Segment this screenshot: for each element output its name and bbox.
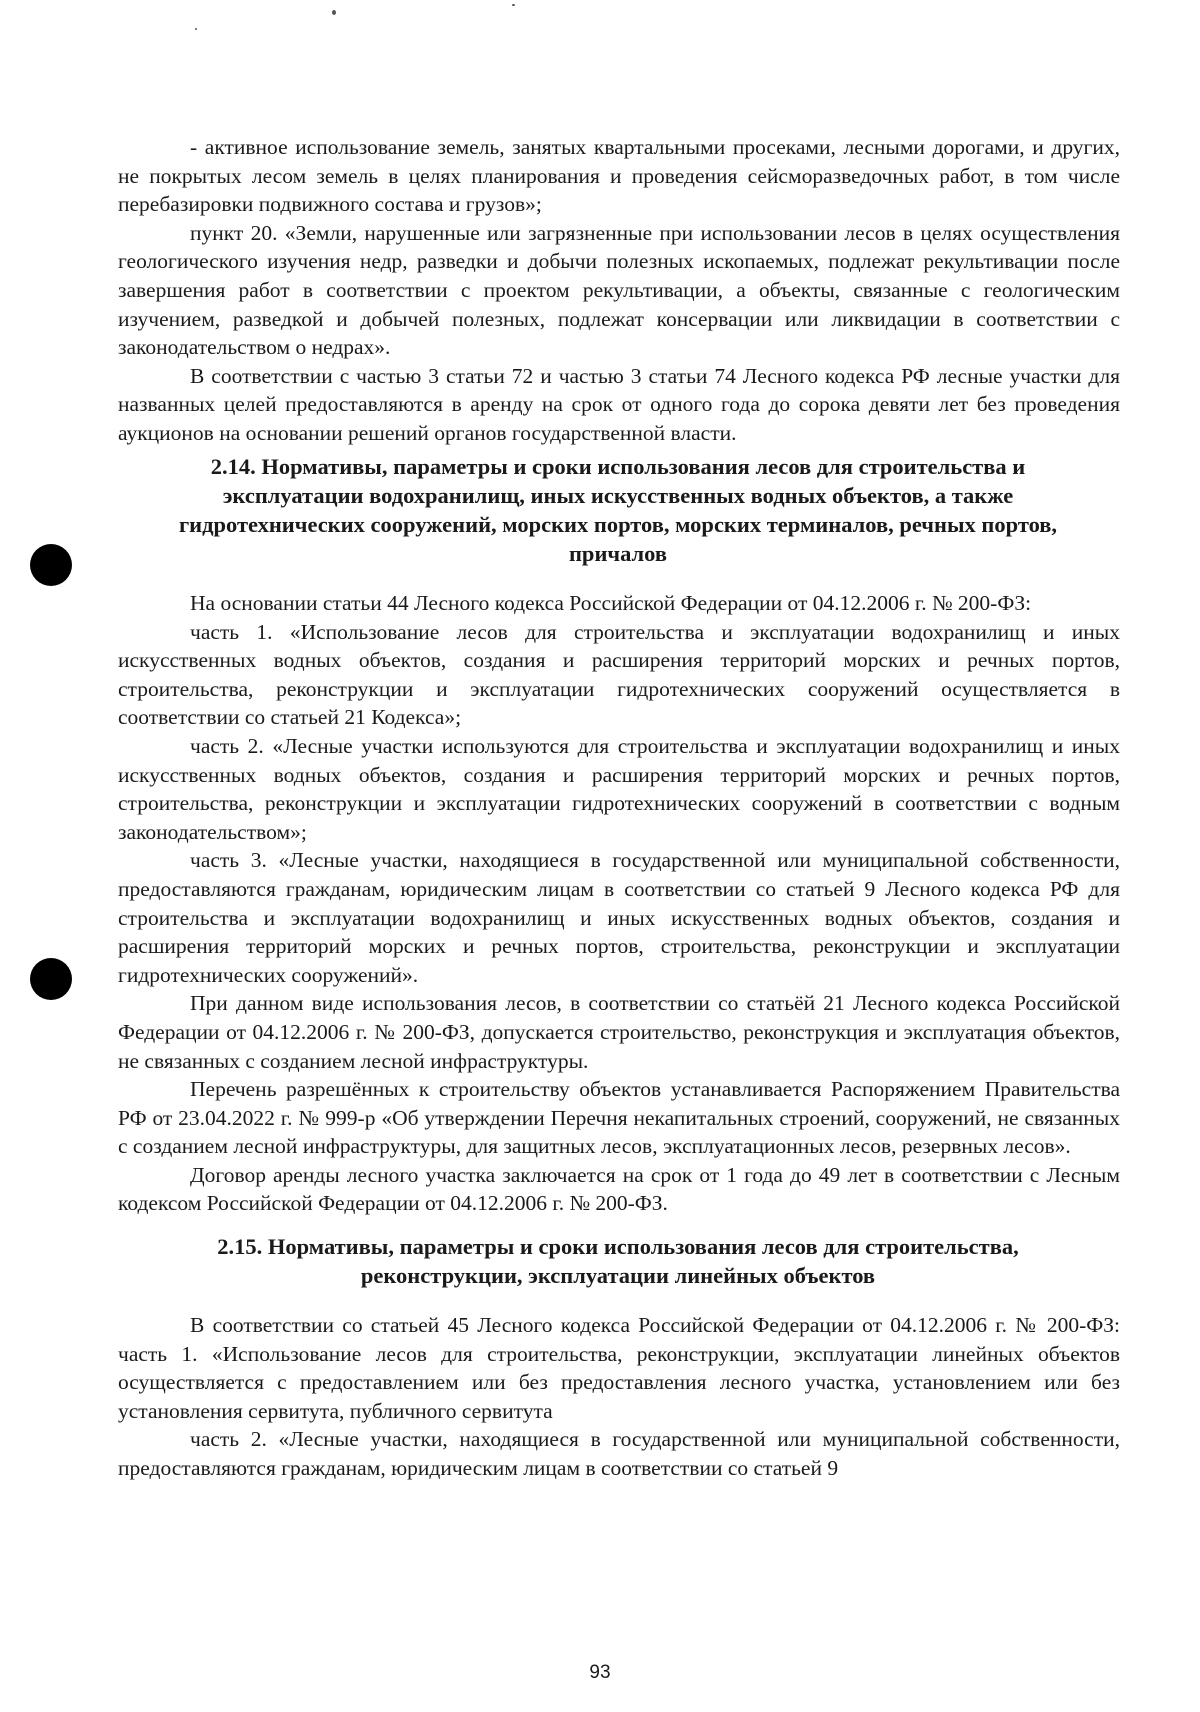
scan-speck — [195, 28, 197, 30]
paragraph: На основании статьи 44 Лесного кодекса Российской Федерации от 04.12.2006 г. № 200-ФЗ: — [190, 591, 1032, 615]
scan-speck — [512, 4, 515, 6]
paragraph: Договор аренды лесного участка заключается на срок от 1 года до 49 лет в соответствии с Лесным кодексом Российской Федерации от 04.12.2006 г. № 200-ФЗ. — [118, 1162, 1120, 1216]
paragraph: Перечень разрешённых к строительству объектов устанавливается Распоряжением Правительства РФ от 23.04.2022 г. № 999-р «Об утверждении Перечня некапитальных строений, сооружений, не связанных с созданием лесной инфраструктуры, для защитных лесов, эксплуатационных лесов, резервных лесов». — [118, 1077, 1120, 1159]
paragraph: В соответствии со статьей 45 Лесного кодекса Российской Федерации от 04.12.2006 г. № 200-ФЗ: часть 1. «Использование лесов для строительства, реконструкции, эксплуатации линейных объектов осуществляется с предоставлением или без предоставления лесного участка, установлением или без установления сервитута, публичного сервитута — [118, 1313, 1120, 1423]
paragraph: часть 1. «Использование лесов для строительства и эксплуатации водохранилищ и иных искусственных водных объектов, создания и расширения территорий морских и речных портов, строительства, реконструкции и эксплуатации гидротехнических сооружений осуществляется в соответствии со статьей 21 Кодекса»; — [118, 619, 1120, 730]
section-heading-2-15: 2.15. Нормативы, параметры и сроки использования лесов для строительства, реконструкции, эксплуатации линейных объектов — [217, 1234, 1019, 1288]
paragraph: При данном виде использования лесов, в соответствии со статьёй 21 Лесного кодекса Российской Федерации от 04.12.2006 г. № 200-ФЗ, допускается строительство, реконструкция и эксплуатация объектов, не связанных с созданием лесной инфраструктуры. — [118, 991, 1120, 1073]
paragraph: В соответствии с частью 3 статьи 72 и частью 3 статьи 74 Лесного кодекса РФ лесные участки для названных целей предоставляются в аренду на срок от одного года до сорока девяти лет без проведения аукционов на основании решений органов государственной власти. — [118, 363, 1120, 445]
paragraph: - активное использование земель, занятых квартальными просеками, лесными дорогами, и других, не покрытых лесом земель в целях планирования и проведения сейсморазведочных работ, в том числе перебазировки подвижного состава и грузов»; — [118, 135, 1120, 217]
punch-hole-lower — [30, 958, 72, 1000]
text-block-intro — [118, 133, 1120, 448]
paragraph: часть 2. «Лесные участки, находящиеся в государственной или муниципальной собственности, предоставляются гражданам, юридическим лицам в соответствии со статьей 9 — [118, 1427, 1120, 1480]
section-heading-2-14: 2.14. Нормативы, параметры и сроки использования лесов для строительства и эксплуатации водохранилищ, иных искусственных водных объектов, а также гидротехнических сооружений, морских портов, морских терминалов, речных портов, причалов — [178, 454, 1058, 566]
punch-hole-upper — [30, 544, 72, 586]
scan-speck — [332, 10, 336, 15]
text-block-section-2-14 — [118, 589, 1120, 1218]
paragraph: пункт 20. «Земли, нарушенные или загрязненные при использовании лесов в целях осуществления геологического изучения недр, разведки и добычи полезных ископаемых, подлежат рекультивации после завершения работ в соответствии с проектом рекультивации, а объекты, связанные с геологическим изучением, разведкой и добычей полезных, подлежат консервации или ликвидации в соответствии с законодательством о недрах». — [118, 220, 1120, 360]
page-number: 93 — [589, 1662, 611, 1683]
paragraph: часть 3. «Лесные участки, находящиеся в государственной или муниципальной собственности, предоставляются гражданам, юридическим лицам в соответствии со статьей 9 Лесного кодекса РФ для строительства и эксплуатации водохранилищ и иных искусственных водных объектов, создания и расширения территорий морских и речных портов, строительства, реконструкции и эксплуатации гидротехнических сооружений». — [118, 848, 1120, 987]
text-block-section-2-15 — [118, 1311, 1120, 1483]
paragraph: часть 2. «Лесные участки используются для строительства и эксплуатации водохранилищ и иных искусственных водных объектов, создания и расширения территорий морских и речных портов, строительства, реконструкции и эксплуатации гидротехнических сооружений в соответствии с водным законодательством»; — [118, 733, 1120, 844]
